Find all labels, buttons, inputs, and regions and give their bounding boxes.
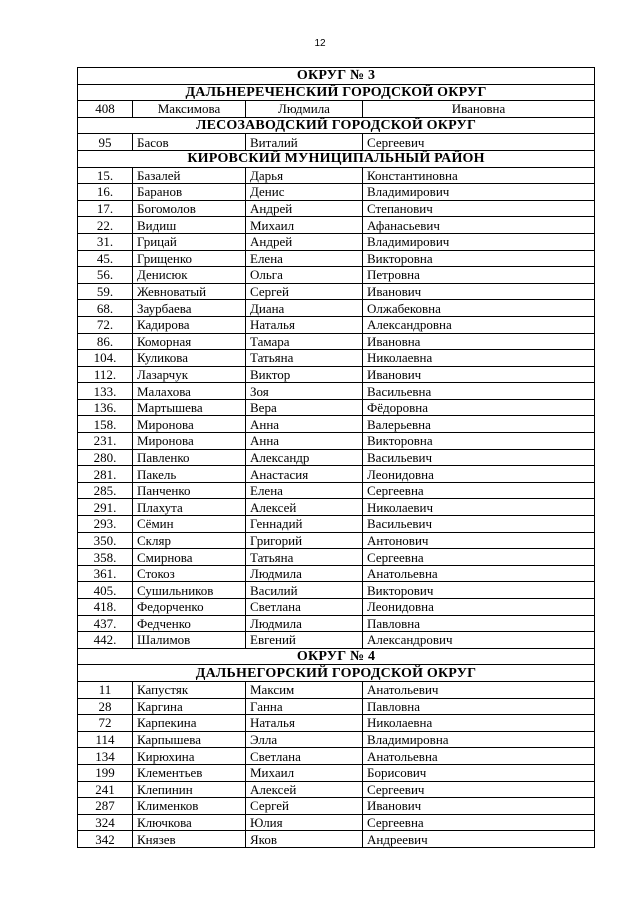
patronymic: Александровна	[363, 316, 595, 333]
last-name: Скляр	[133, 532, 246, 549]
row-number: 45.	[78, 250, 133, 267]
row-number: 114	[78, 731, 133, 748]
patronymic: Владимировна	[363, 731, 595, 748]
first-name: Максим	[246, 681, 363, 698]
table-row	[78, 433, 595, 450]
first-name: Анна	[246, 416, 363, 433]
row-number: 134	[78, 748, 133, 765]
row-number: 361.	[78, 565, 133, 582]
patronymic: Ивановна	[363, 333, 595, 350]
last-name: Миронова	[133, 433, 246, 450]
first-name: Светлана	[246, 599, 363, 616]
patronymic: Степанович	[363, 200, 595, 217]
patronymic: Сергеевич	[363, 134, 595, 151]
last-name: Стокоз	[133, 565, 246, 582]
patronymic: Олжабековна	[363, 300, 595, 317]
row-number: 22.	[78, 217, 133, 234]
last-name: Плахута	[133, 499, 246, 516]
row-number: 408	[78, 101, 133, 118]
table-body	[78, 68, 595, 848]
section-header-row	[78, 117, 595, 134]
last-name: Заурбаева	[133, 300, 246, 317]
first-name: Андрей	[246, 200, 363, 217]
table-row	[78, 399, 595, 416]
last-name: Карпышева	[133, 731, 246, 748]
row-number: 241	[78, 781, 133, 798]
patronymic: Сергеевич	[363, 781, 595, 798]
table-row	[78, 681, 595, 698]
first-name: Геннадий	[246, 516, 363, 533]
row-number: 17.	[78, 200, 133, 217]
patronymic: Васильевна	[363, 383, 595, 400]
row-number: 324	[78, 814, 133, 831]
first-name: Людмила	[246, 101, 363, 118]
patronymic: Викторович	[363, 582, 595, 599]
table-row	[78, 167, 595, 184]
section-header: ДАЛЬНЕРЕЧЕНСКИЙ ГОРОДСКОЙ ОКРУГ	[78, 84, 595, 101]
table-row	[78, 615, 595, 632]
section-header-row	[78, 150, 595, 167]
patronymic: Борисович	[363, 764, 595, 781]
row-number: 350.	[78, 532, 133, 549]
table-row	[78, 217, 595, 234]
patronymic: Викторовна	[363, 250, 595, 267]
patronymic: Николаевич	[363, 499, 595, 516]
patronymic: Валерьевна	[363, 416, 595, 433]
first-name: Виталий	[246, 134, 363, 151]
row-number: 95	[78, 134, 133, 151]
row-number: 437.	[78, 615, 133, 632]
table-row	[78, 482, 595, 499]
patronymic: Васильевич	[363, 516, 595, 533]
first-name: Ганна	[246, 698, 363, 715]
first-name: Татьяна	[246, 549, 363, 566]
last-name: Карпекина	[133, 715, 246, 732]
table-row	[78, 233, 595, 250]
table-row	[78, 764, 595, 781]
table-row	[78, 599, 595, 616]
section-header-row	[78, 84, 595, 101]
table-row	[78, 283, 595, 300]
row-number: 285.	[78, 482, 133, 499]
row-number: 291.	[78, 499, 133, 516]
patronymic: Антонович	[363, 532, 595, 549]
table-row	[78, 184, 595, 201]
patronymic: Иванович	[363, 798, 595, 815]
first-name: Анна	[246, 433, 363, 450]
last-name: Кадирова	[133, 316, 246, 333]
first-name: Яков	[246, 831, 363, 848]
patronymic: Леонидовна	[363, 466, 595, 483]
patronymic: Леонидовна	[363, 599, 595, 616]
row-number: 104.	[78, 350, 133, 367]
first-name: Елена	[246, 482, 363, 499]
table-row	[78, 632, 595, 649]
first-name: Светлана	[246, 748, 363, 765]
last-name: Кирюхина	[133, 748, 246, 765]
patronymic: Ивановна	[363, 101, 595, 118]
patronymic: Сергеевна	[363, 814, 595, 831]
table-row	[78, 532, 595, 549]
patronymic: Викторовна	[363, 433, 595, 450]
row-number: 287	[78, 798, 133, 815]
first-name: Андрей	[246, 233, 363, 250]
table-row	[78, 499, 595, 516]
last-name: Максимова	[133, 101, 246, 118]
first-name: Александр	[246, 449, 363, 466]
last-name: Клементьев	[133, 764, 246, 781]
table-row	[78, 831, 595, 848]
first-name: Денис	[246, 184, 363, 201]
first-name: Елена	[246, 250, 363, 267]
first-name: Татьяна	[246, 350, 363, 367]
last-name: Клепинин	[133, 781, 246, 798]
row-number: 136.	[78, 399, 133, 416]
table-row	[78, 416, 595, 433]
last-name: Князев	[133, 831, 246, 848]
section-header-row	[78, 68, 595, 85]
first-name: Вера	[246, 399, 363, 416]
last-name: Сушильников	[133, 582, 246, 599]
row-number: 68.	[78, 300, 133, 317]
patronymic: Фёдоровна	[363, 399, 595, 416]
last-name: Жевноватый	[133, 283, 246, 300]
first-name: Евгений	[246, 632, 363, 649]
row-number: 59.	[78, 283, 133, 300]
section-header: КИРОВСКИЙ МУНИЦИПАЛЬНЫЙ РАЙОН	[78, 150, 595, 167]
row-number: 31.	[78, 233, 133, 250]
last-name: Денисюк	[133, 267, 246, 284]
first-name: Сергей	[246, 283, 363, 300]
last-name: Ключкова	[133, 814, 246, 831]
patronymic: Петровна	[363, 267, 595, 284]
section-header: ОКРУГ № 4	[78, 648, 595, 665]
first-name: Сергей	[246, 798, 363, 815]
last-name: Клименков	[133, 798, 246, 815]
first-name: Юлия	[246, 814, 363, 831]
table-row	[78, 101, 595, 118]
row-number: 231.	[78, 433, 133, 450]
first-name: Виктор	[246, 366, 363, 383]
table-row	[78, 383, 595, 400]
last-name: Басов	[133, 134, 246, 151]
first-name: Зоя	[246, 383, 363, 400]
table-row	[78, 582, 595, 599]
last-name: Федорченко	[133, 599, 246, 616]
last-name: Лазарчук	[133, 366, 246, 383]
row-number: 293.	[78, 516, 133, 533]
last-name: Капустяк	[133, 681, 246, 698]
row-number: 72	[78, 715, 133, 732]
table-row	[78, 134, 595, 151]
first-name: Михаил	[246, 764, 363, 781]
first-name: Тамара	[246, 333, 363, 350]
patronymic: Александрович	[363, 632, 595, 649]
row-number: 28	[78, 698, 133, 715]
first-name: Алексей	[246, 781, 363, 798]
row-number: 16.	[78, 184, 133, 201]
last-name: Сёмин	[133, 516, 246, 533]
table-row	[78, 200, 595, 217]
table-row	[78, 565, 595, 582]
first-name: Дарья	[246, 167, 363, 184]
last-name: Баранов	[133, 184, 246, 201]
patronymic: Николаевна	[363, 715, 595, 732]
table-row	[78, 449, 595, 466]
last-name: Грищенко	[133, 250, 246, 267]
table-row	[78, 798, 595, 815]
patronymic: Сергеевна	[363, 549, 595, 566]
row-number: 15.	[78, 167, 133, 184]
patronymic: Николаевна	[363, 350, 595, 367]
patronymic: Васильевич	[363, 449, 595, 466]
row-number: 112.	[78, 366, 133, 383]
patronymic: Иванович	[363, 366, 595, 383]
page-number: 12	[314, 38, 326, 49]
patronymic: Анатольевна	[363, 748, 595, 765]
first-name: Элла	[246, 731, 363, 748]
table-row	[78, 267, 595, 284]
last-name: Каргина	[133, 698, 246, 715]
row-number: 405.	[78, 582, 133, 599]
table-row	[78, 466, 595, 483]
section-header: ДАЛЬНЕГОРСКИЙ ГОРОДСКОЙ ОКРУГ	[78, 665, 595, 682]
table-row	[78, 250, 595, 267]
last-name: Федченко	[133, 615, 246, 632]
patronymic: Анатольевна	[363, 565, 595, 582]
first-name: Анастасия	[246, 466, 363, 483]
table-row	[78, 316, 595, 333]
table-row	[78, 698, 595, 715]
table-row	[78, 300, 595, 317]
table-row	[78, 333, 595, 350]
table-row	[78, 366, 595, 383]
last-name: Грицай	[133, 233, 246, 250]
row-number: 442.	[78, 632, 133, 649]
row-number: 11	[78, 681, 133, 698]
last-name: Коморная	[133, 333, 246, 350]
last-name: Мартышева	[133, 399, 246, 416]
section-header: ЛЕСОЗАВОДСКИЙ ГОРОДСКОЙ ОКРУГ	[78, 117, 595, 134]
row-number: 86.	[78, 333, 133, 350]
first-name: Василий	[246, 582, 363, 599]
row-number: 72.	[78, 316, 133, 333]
row-number: 281.	[78, 466, 133, 483]
row-number: 158.	[78, 416, 133, 433]
table-row	[78, 516, 595, 533]
first-name: Ольга	[246, 267, 363, 284]
row-number: 56.	[78, 267, 133, 284]
patronymic: Владимирович	[363, 184, 595, 201]
row-number: 342	[78, 831, 133, 848]
table-row	[78, 715, 595, 732]
patronymic: Андреевич	[363, 831, 595, 848]
last-name: Малахова	[133, 383, 246, 400]
first-name: Григорий	[246, 532, 363, 549]
row-number: 133.	[78, 383, 133, 400]
first-name: Наталья	[246, 316, 363, 333]
first-name: Людмила	[246, 565, 363, 582]
last-name: Базалей	[133, 167, 246, 184]
last-name: Миронова	[133, 416, 246, 433]
patronymic: Сергеевна	[363, 482, 595, 499]
section-header: ОКРУГ № 3	[78, 68, 595, 85]
last-name: Павленко	[133, 449, 246, 466]
first-name: Людмила	[246, 615, 363, 632]
patronymic: Афанасьевич	[363, 217, 595, 234]
first-name: Михаил	[246, 217, 363, 234]
row-number: 418.	[78, 599, 133, 616]
first-name: Диана	[246, 300, 363, 317]
patronymic: Владимирович	[363, 233, 595, 250]
row-number: 280.	[78, 449, 133, 466]
last-name: Богомолов	[133, 200, 246, 217]
first-name: Наталья	[246, 715, 363, 732]
table-row	[78, 814, 595, 831]
table-row	[78, 731, 595, 748]
candidates-table	[77, 67, 595, 848]
section-header-row	[78, 665, 595, 682]
patronymic: Павловна	[363, 615, 595, 632]
table-row	[78, 748, 595, 765]
last-name: Смирнова	[133, 549, 246, 566]
table-row	[78, 549, 595, 566]
last-name: Панченко	[133, 482, 246, 499]
patronymic: Павловна	[363, 698, 595, 715]
table-row	[78, 781, 595, 798]
patronymic: Анатольевич	[363, 681, 595, 698]
row-number: 358.	[78, 549, 133, 566]
first-name: Алексей	[246, 499, 363, 516]
last-name: Пакель	[133, 466, 246, 483]
last-name: Видиш	[133, 217, 246, 234]
section-header-row	[78, 648, 595, 665]
row-number: 199	[78, 764, 133, 781]
patronymic: Иванович	[363, 283, 595, 300]
last-name: Шалимов	[133, 632, 246, 649]
table-row	[78, 350, 595, 367]
last-name: Куликова	[133, 350, 246, 367]
patronymic: Константиновна	[363, 167, 595, 184]
